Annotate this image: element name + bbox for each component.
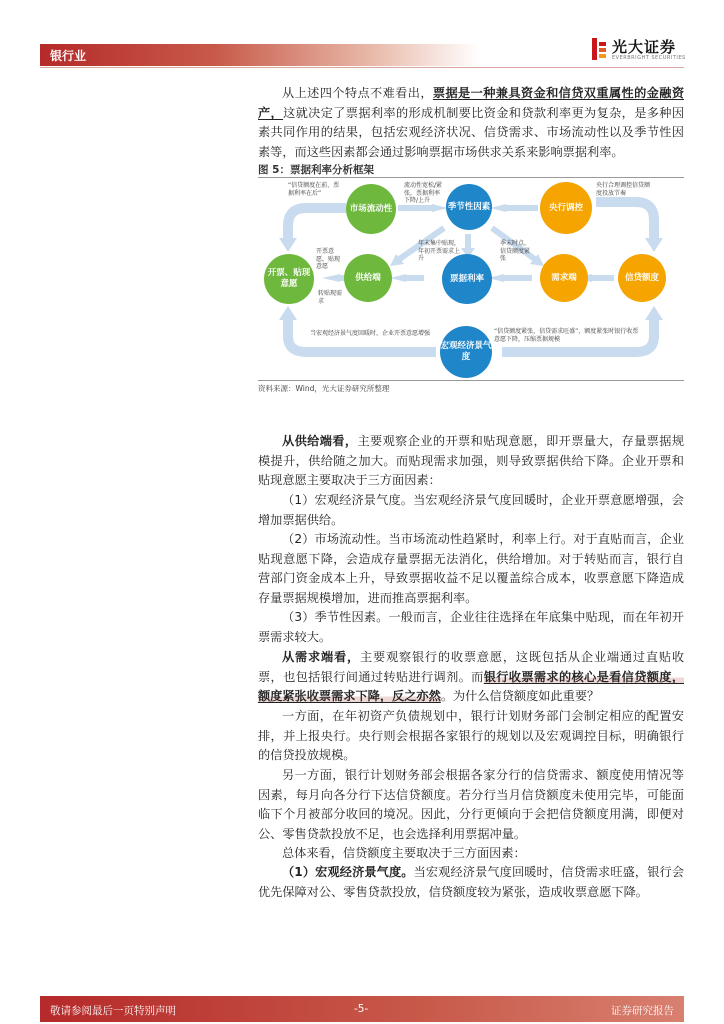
- rate-framework-diagram: [258, 178, 684, 380]
- node-demand-side: 需求端: [540, 254, 588, 302]
- demand-mid: 主要观察银行的收票意愿，这既包括从企业端通过直贴收票，也包括银行间通过转贴进行调剂。而: [258, 650, 685, 684]
- supply-lead: 从供给端看，: [282, 434, 358, 448]
- intro-paragraph: [258, 84, 684, 162]
- credit-factor-1-lead: （1）宏观经济景气度。: [282, 865, 414, 879]
- header-divider: [40, 67, 684, 68]
- intro-pre: 从上述四个特点不难看出，: [282, 86, 433, 100]
- note-central-control: 央行合理调控信贷额度投放节奏: [596, 182, 651, 197]
- credit-factor-1-body: 当宏观经济景气度回暖时，信贷需求旺盛，银行会优先保障对公、零售贷款投放，信贷额度较为紧张，造成收票意愿下降。: [258, 865, 685, 899]
- node-supply-side: 供给端: [344, 254, 392, 302]
- demand-highlight: 银行收票需求的核心是看信贷额度，额度紧张收票需求下降，反之亦然: [258, 669, 685, 703]
- note-credit-first: “信贷额度在前、票据利率在后”: [288, 182, 340, 197]
- factor-2-paragraph: （2）市场流动性。当市场流动性趋紧时，利率上行。对于直贴而言，企业贴现意愿下降，会造成存量票据无法消化，供给增加。对于转贴而言，银行自营部门资金成本上升，导致票据收益不足以覆盖综合成本，收票意愿下降造成存量票据规模增加，进而推高票据利率。: [258, 532, 684, 605]
- brand-subtitle: EVERBRIGHT SECURITIES: [612, 55, 686, 61]
- node-credit-quota: 信贷额度: [618, 254, 666, 302]
- section-label: 银行业: [50, 49, 87, 63]
- arrowhead-discount-bottom: [279, 306, 297, 320]
- arrowhead-credit-top: [645, 238, 663, 252]
- note-liquidity-effect: 流动性宽松/紧张，票据利率下降/上升: [404, 182, 443, 204]
- footer-band: [40, 996, 684, 1022]
- reason-one-paragraph: 一方面，在年初资产负债规划中，银行计划财务部门会制定相应的配置安排，并上报央行。央行则会根据各家银行的规划以及宏观调控目标，明确银行的信贷投放规模。: [258, 709, 684, 762]
- node-market-liquidity: 市场流动性: [346, 184, 396, 234]
- demand-lead: 从需求端看，: [282, 650, 360, 664]
- page-number: -5-: [354, 1003, 369, 1015]
- factor-3-paragraph: （3）季节性因素。一般而言，企业往往选择在年底集中贴现，而在年初开票需求较大。: [258, 610, 684, 644]
- footer-report-type: 证券研究报告: [611, 1005, 674, 1017]
- node-issuance-discount: 开票、贴现意愿: [264, 254, 314, 304]
- note-issue-discount: 开票意愿，贴现意愿: [316, 248, 341, 270]
- node-central-bank: 央行调控: [540, 182, 592, 234]
- arrow-rate-to-supply: [390, 274, 406, 282]
- supply-body: 主要观察企业的开票和贴现意愿，即开票量大，存量票据规模提升，供给随之加大。而贴现需求加强，则导致票据供给下降。企业开票和贴现意愿主要取决于三方面因素：: [258, 434, 685, 487]
- demand-end: 。为什么信贷额度如此重要？: [440, 689, 600, 703]
- figure-bottom-rule: [258, 380, 684, 381]
- supply-paragraph: [258, 432, 684, 491]
- figure-title: 图 5：票据利率分析框架: [258, 164, 374, 176]
- factor-1-paragraph: （1）宏观经济景气度。当宏观经济景气度回暖时，企业开票意愿增强，会增加票据供给。: [258, 493, 684, 527]
- note-quarter-end: 季末时点，信贷额度紧张: [500, 240, 531, 262]
- demand-paragraph: [258, 648, 684, 707]
- brand-logo: [590, 34, 690, 68]
- arrow-central-to-credit: [596, 202, 654, 240]
- note-year-end: 年末集中贴现，年初开票需求上升: [418, 240, 461, 262]
- arrow-central-to-seasonal: [490, 204, 506, 212]
- arrowhead-discount-top: [279, 238, 297, 252]
- credit-factor-1-paragraph: [258, 863, 684, 902]
- brand-logo-icon: [590, 36, 608, 62]
- arrow-liquidity-to-discount: [288, 208, 346, 240]
- arrow-supply-to-discount: [322, 274, 340, 282]
- node-seasonal: 季节性因素: [446, 184, 492, 230]
- section-band: [40, 44, 480, 66]
- brand-name: 光大证券: [612, 38, 677, 56]
- node-bill-rate: 票据利率: [442, 254, 492, 304]
- arrowhead-credit-bottom: [645, 306, 663, 320]
- node-macro-sentiment: 宏观经济景气度: [440, 326, 492, 378]
- figure-source: 资料来源：Wind，光大证券研究所整理: [258, 384, 390, 393]
- footer-disclaimer: 敬请参阅最后一页特别声明: [50, 1005, 176, 1017]
- summary-paragraph: 总体来看，信贷额度主要取决于三方面因素：: [282, 846, 526, 860]
- intro-rest: 这就决定了票据利率的形成机制要比资金和贷款利率更为复杂，是多种因素共同作用的结果，包括宏观经济状况、信贷需求、市场流动性以及季节性因素等，而这些因素都会通过影响票据市场供求关系来影响票据利率。: [258, 105, 685, 159]
- note-macro-supply: 当宏观经济景气度回暖时，企业开票意愿增强: [310, 330, 431, 337]
- intro-emphasis: 票据是一种兼具资金和信贷双重属性的金融资产，: [258, 86, 685, 120]
- reason-two-paragraph: 另一方面，银行计划财务部会根据各家分行的信贷需求、额度使用情况等因素，每月向各分行下达信贷额度。若分行当月信贷额度未使用完毕，可能面临下个月被部分收回的境况。因此，分行更倾向于会把信贷额度用满，即便对公、零售贷款投放不足，也会选择利用票据冲量。: [258, 768, 684, 841]
- note-rediscount: 转贴现需求: [318, 290, 343, 305]
- note-macro-demand: “信贷额度紧张，信贷需求旺盛”，额度紧张时银行收票意愿下降，压缩票据规模: [494, 328, 639, 343]
